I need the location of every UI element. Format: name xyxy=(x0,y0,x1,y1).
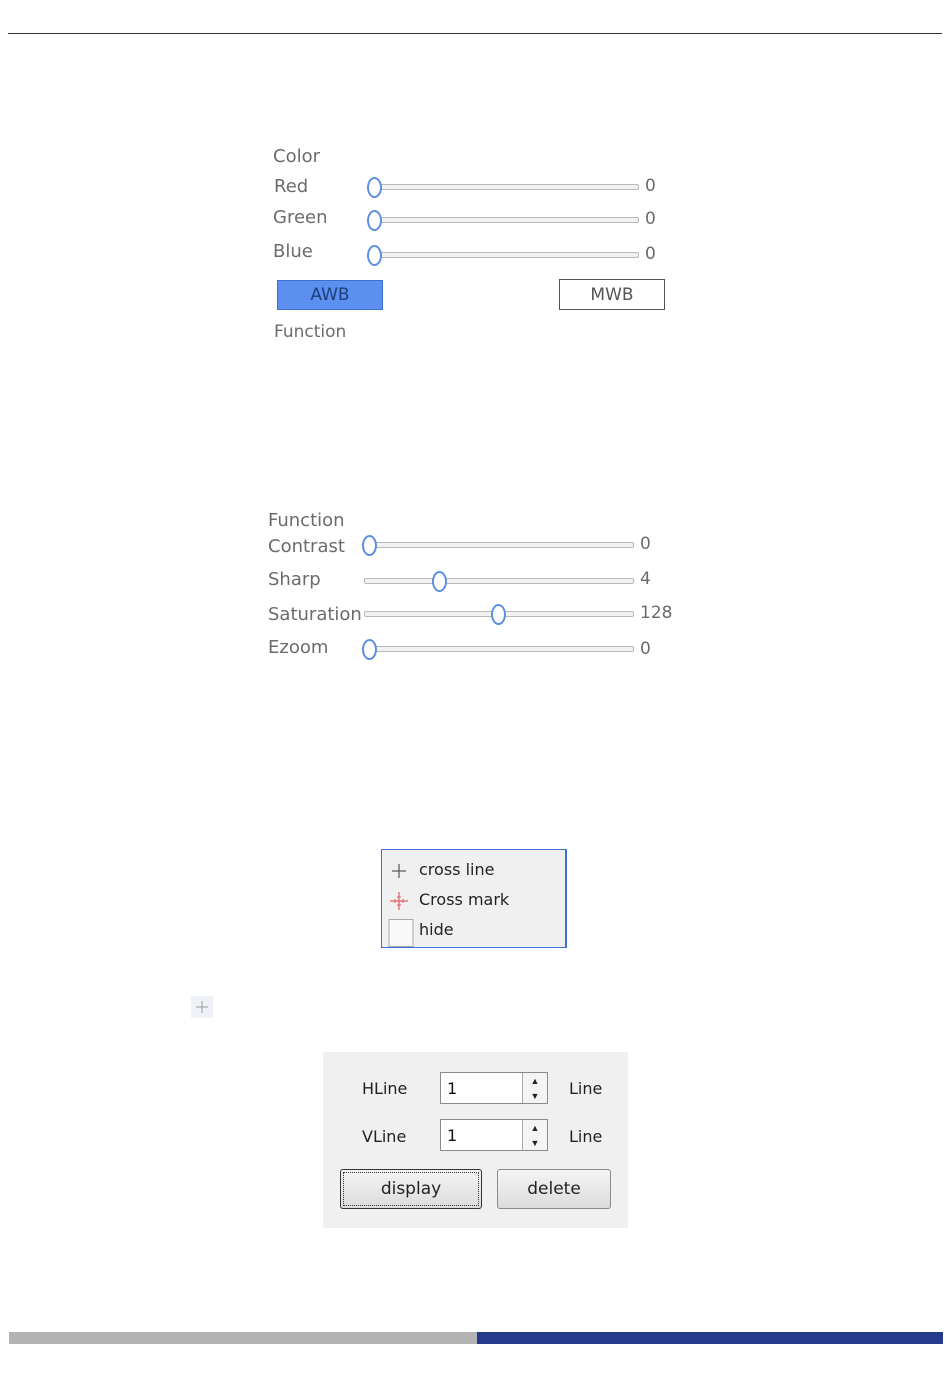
vline-value: 1 xyxy=(447,1126,458,1145)
cross-line-icon xyxy=(388,860,410,882)
vline-unit-label: Line xyxy=(569,1127,603,1146)
vline-up-button[interactable]: ▲ xyxy=(523,1120,547,1135)
header-rule xyxy=(8,33,942,34)
function-label-cropped: Function xyxy=(274,322,347,342)
vline-spin-buttons xyxy=(522,1120,547,1150)
blue-label: Blue xyxy=(273,241,313,262)
hline-spin-buttons xyxy=(522,1073,547,1103)
green-value: 0 xyxy=(645,209,656,229)
ezoom-slider[interactable] xyxy=(364,646,634,652)
menu-item-hide[interactable] xyxy=(382,916,566,946)
hline-down-button[interactable]: ▼ xyxy=(523,1088,547,1103)
vline-label: VLine xyxy=(362,1127,407,1146)
sharp-slider-handle[interactable] xyxy=(432,571,447,592)
sharp-label: Sharp xyxy=(268,569,321,590)
contrast-slider[interactable] xyxy=(364,542,634,548)
plus-icon xyxy=(191,996,213,1018)
color-heading: Color xyxy=(273,146,320,167)
contrast-label: Contrast xyxy=(268,536,345,557)
contrast-value: 0 xyxy=(640,534,651,554)
footer-bar-blue xyxy=(477,1332,943,1344)
sharp-slider[interactable] xyxy=(364,578,634,584)
footer-bar-gray xyxy=(9,1332,477,1344)
menu-item-cross-line[interactable] xyxy=(382,856,566,886)
green-slider[interactable] xyxy=(369,217,639,223)
mwb-button[interactable]: MWB xyxy=(559,279,665,310)
display-button[interactable]: display xyxy=(340,1169,482,1209)
menu-item-label: Cross mark xyxy=(419,890,510,909)
saturation-value: 128 xyxy=(640,603,673,623)
color-panel xyxy=(262,140,682,342)
cross-mark-icon xyxy=(388,890,410,912)
line-panel xyxy=(323,1052,628,1228)
ezoom-label: Ezoom xyxy=(268,637,329,658)
red-slider[interactable] xyxy=(369,184,639,190)
delete-button[interactable]: delete xyxy=(497,1169,611,1209)
hline-label: HLine xyxy=(362,1079,408,1098)
saturation-slider-handle[interactable] xyxy=(491,604,506,625)
ezoom-slider-handle[interactable] xyxy=(362,639,377,660)
saturation-label: Saturation xyxy=(268,604,362,625)
menu-item-label: cross line xyxy=(419,860,495,879)
sharp-value: 4 xyxy=(640,569,651,589)
function-panel xyxy=(258,505,688,670)
menu-item-label: hide xyxy=(419,920,454,939)
red-slider-handle[interactable] xyxy=(367,177,382,198)
menu-item-cross-mark[interactable] xyxy=(382,886,566,916)
awb-button[interactable]: AWB xyxy=(277,280,383,310)
blank-icon xyxy=(388,917,410,944)
hline-value: 1 xyxy=(447,1079,458,1098)
green-label: Green xyxy=(273,207,328,228)
hline-spinbox[interactable] xyxy=(440,1072,548,1104)
red-value: 0 xyxy=(645,176,656,196)
hline-up-button[interactable]: ▲ xyxy=(523,1073,547,1088)
cross-menu xyxy=(381,849,567,948)
green-slider-handle[interactable] xyxy=(367,210,382,231)
function-heading: Function xyxy=(268,510,345,531)
vline-spinbox[interactable] xyxy=(440,1119,548,1151)
blue-slider[interactable] xyxy=(369,252,639,258)
blue-value: 0 xyxy=(645,244,656,264)
red-label: Red xyxy=(274,176,309,197)
blue-slider-handle[interactable] xyxy=(367,245,382,266)
contrast-slider-handle[interactable] xyxy=(362,535,377,556)
vline-down-button[interactable]: ▼ xyxy=(523,1135,547,1150)
hline-unit-label: Line xyxy=(569,1079,603,1098)
ezoom-value: 0 xyxy=(640,639,651,659)
